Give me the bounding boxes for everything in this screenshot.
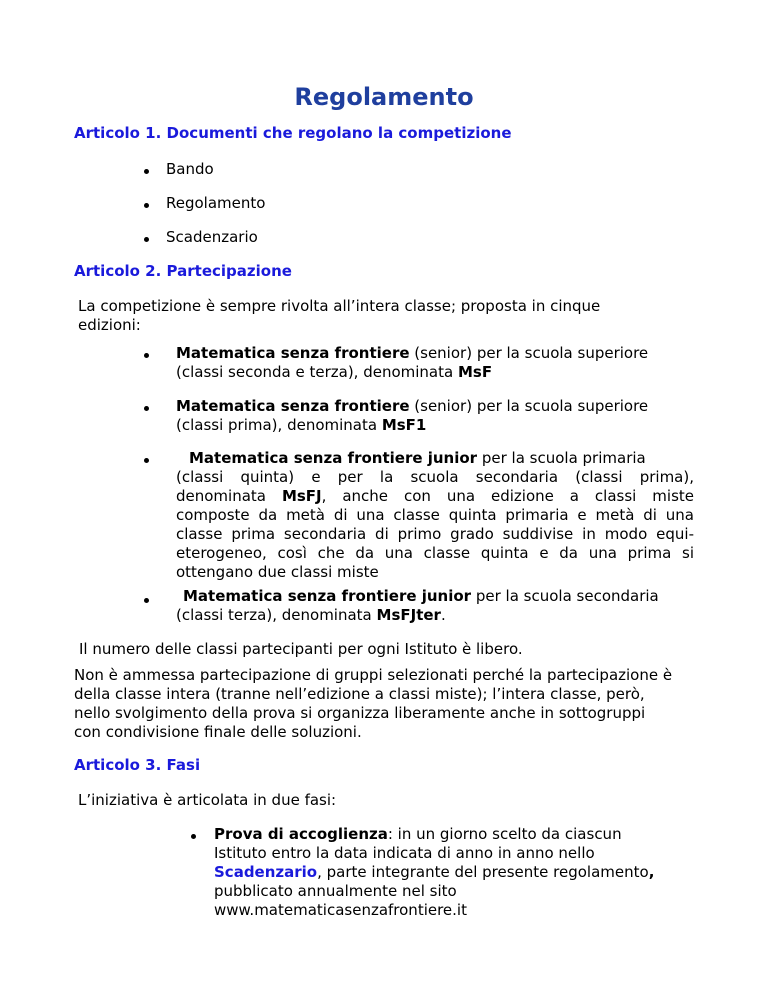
list-item-bando: Bando [166,160,214,178]
phase-accoglienza: Prova di accoglienza: in un giorno scelto da ciascun Istituto entro la data indicata di anno in anno nello Scadenzario, parte integrante del presente regolamento, pubblicato annualmente nel sito www.matematicasenzafrontiere.it [214,825,655,919]
article-2-groups-note: Non è ammessa partecipazione di gruppi selezionati perché la partecipazione è della classe intera (tranne nell’edizione a classi miste); l’intera classe, però, nello svolgimento della prova si organizza liberamente anche in sottogruppi con condivisione finale delle soluzioni. [74,666,673,741]
bullet-icon [144,237,149,242]
bullet-icon [144,353,149,358]
article-3-intro: L’iniziativa è articolata in due fasi: [78,791,337,809]
edition-msfj: Matematica senza frontiere junior per la scuola primaria (classi quinta) e per la scuola secondaria (classi prima), denominata MsFJ, anche con una edizione a classi miste composte da metà di una classe quinta primaria e metà di una classe prima secondaria di primo grado suddivise in modo equi- eterogeneo, così che da una classe quinta e da una prima si ottengano due classi miste [176,449,694,581]
list-item-regolamento: Regolamento [166,194,266,212]
article-3-heading: Articolo 3. Fasi [74,756,201,774]
article-2-intro: La competizione è sempre rivolta all’intera classe; proposta in cinque edizioni: [78,297,601,334]
list-item-scadenzario: Scadenzario [166,228,258,246]
edition-msf1: Matematica senza frontiere (senior) per la scuola superiore (classi prima), denominata MsF1 [176,397,649,434]
edition-msfjter: Matematica senza frontiere junior per la scuola secondaria (classi terza), denominata MsFJter. [176,587,659,624]
page-title: Regolamento [294,83,474,111]
bullet-icon [144,458,149,463]
bullet-icon [144,203,149,208]
bullet-icon [144,169,149,174]
bullet-icon [191,834,196,839]
bullet-icon [144,598,149,603]
article-2-classes-note: Il numero delle classi partecipanti per ogni Istituto è libero. [79,640,523,658]
scadenzario-link[interactable]: Scadenzario [214,863,318,881]
edition-msf: Matematica senza frontiere (senior) per la scuola superiore (classi seconda e terza), denominata MsF [176,344,649,381]
article-1-heading: Articolo 1. Documenti che regolano la competizione [74,124,512,142]
article-2-heading: Articolo 2. Partecipazione [74,262,292,280]
bullet-icon [144,406,149,411]
